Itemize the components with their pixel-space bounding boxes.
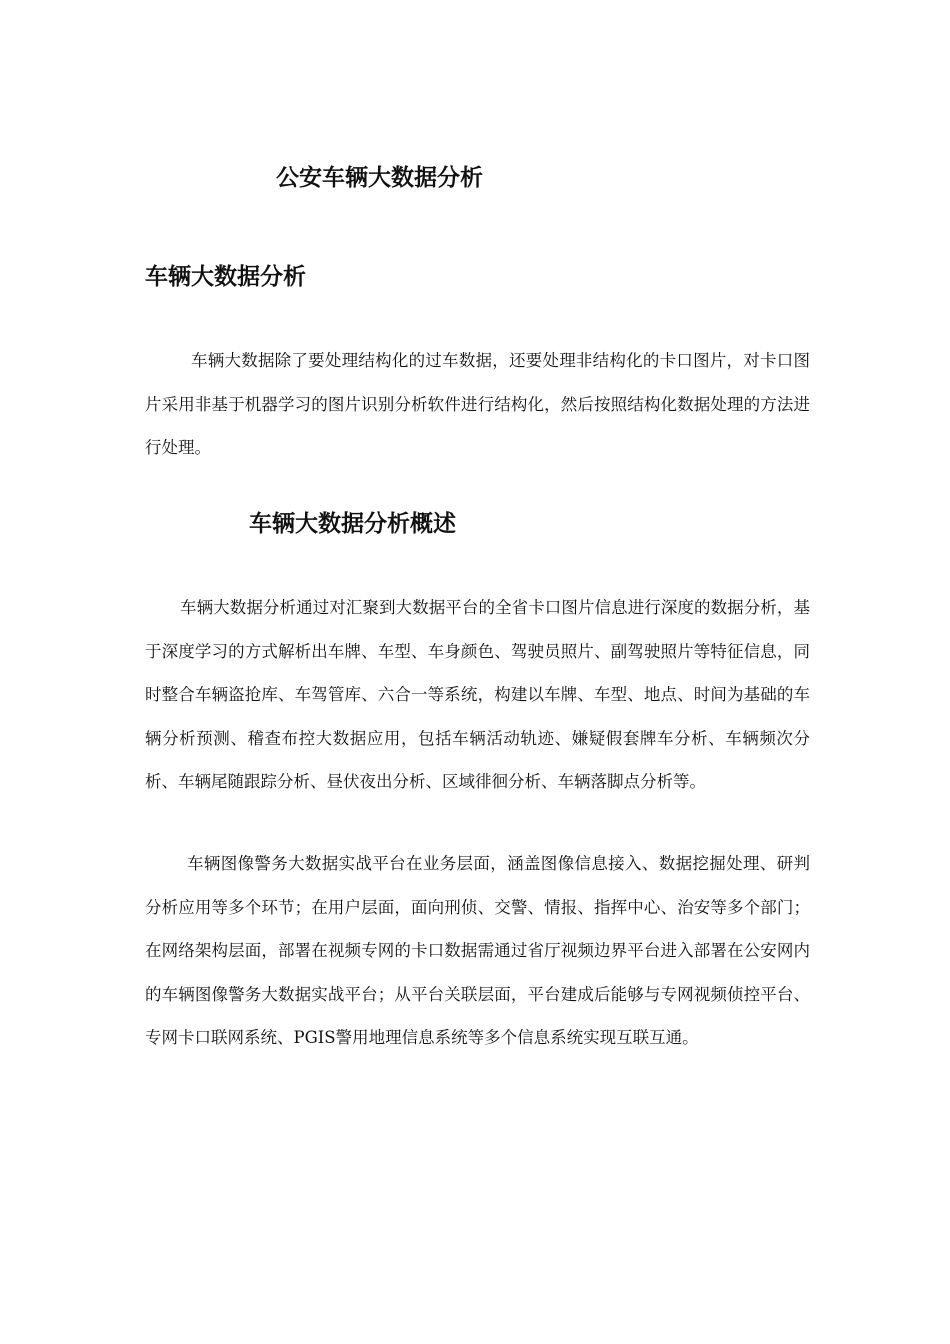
- section-heading-vehicle-big-data-analysis: 车辆大数据分析: [145, 264, 306, 290]
- section-heading-analysis-overview: 车辆大数据分析概述: [249, 511, 456, 537]
- paragraph-analysis-overview: 车辆大数据分析通过对汇聚到大数据平台的全省卡口图片信息进行深度的数据分析，基于深度学习的方式解析出车牌、车型、车身颜色、驾驶员照片、副驾驶照片等特征信息，同时整合车辆盗抢库、车驾管库、六合一等系统，构建以车牌、车型、地点、时间为基础的车辆分析预测、稽查布控大数据应用，包括车辆活动轨迹、嫌疑假套牌车分析、车辆频次分析、车辆尾随跟踪分析、昼伏夜出分析、区域徘徊分析、车辆落脚点分析等。: [145, 598, 810, 791]
- document-title: 公安车辆大数据分析: [276, 165, 483, 191]
- paragraph-platform-description: 车辆图像警务大数据实战平台在业务层面，涵盖图像信息接入、数据挖掘处理、研判分析应用等多个环节；在用户层面，面向刑侦、交警、情报、指挥中心、治安等多个部门；在网络架构层面，部署在视频专网的卡口数据需通过省厅视频边界平台进入部署在公安网内的车辆图像警务大数据实战平台；从平台关联层面，平台建成后能够与专网视频侦控平台、专网卡口联网系统、PGIS警用地理信息系统等多个信息系统实现互联互通。: [145, 854, 810, 1047]
- paragraph-vehicle-big-data-processing: 车辆大数据除了要处理结构化的过车数据，还要处理非结构化的卡口图片，对卡口图片采用非基于机器学习的图片识别分析软件进行结构化，然后按照结构化数据处理的方法进行处理。: [145, 351, 810, 457]
